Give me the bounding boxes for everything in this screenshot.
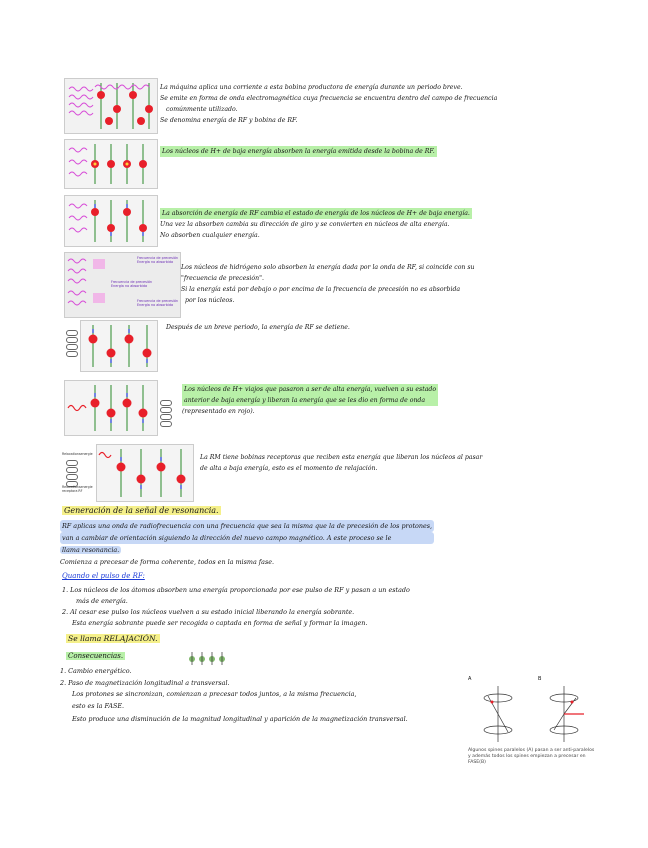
note-energy-release: Los núcleos de H+ viajos que pasaron a ser de alta energía, vuelven a su estado anterior de baja energía y liberan la energía que se les dio en forma de onda (representado en rojo). — [182, 386, 437, 415]
figure-relaxation — [96, 444, 194, 502]
freq-label-top: Frecuencia de precesión Energía no absorbida — [137, 256, 179, 264]
coil-icon — [160, 400, 172, 428]
note-rf-coil: La máquina aplica una corriente a esta bobina productora de energía durante un periodo breve. Se emite en forma de onda electromagnética cuya frecuencia se encuentra dentro del campo de frecuencia comúnmente utilizado. Se denomina energía de RF y bobina de RF. — [160, 84, 498, 124]
note-relaxation: La RM tiene bobinas receptoras que reciben esta energía que liberan los núcleos al pasar de alta a baja energía, esto es el momento de relajación. — [200, 454, 483, 472]
relaxation-label-bottom: Relaxationsenergie receptora RF — [62, 485, 93, 493]
freq-label-bottom: Frecuencia de precesión Energía no absorbida — [137, 299, 179, 307]
note-rf-stop: Después de un breve periodo, la energía de RF se detiene. — [166, 324, 350, 331]
freq-label-mid: Frecuencia de precesión Energía no absorbida — [111, 280, 153, 288]
relaxation-heading: Se llama RELAJACIÓN. — [68, 634, 158, 643]
coil-icon — [66, 330, 78, 358]
figure-rf-coil-1 — [64, 78, 158, 134]
consequences-list: 1. Cambio energético. 2. Paso de magnetización longitudinal a transversal. Los protones se sincronizan, comienzan a precesar todos juntos, a la misma frecuencia, esto es la FASE. Esto produce una disminución de la magnitud longitudinal y aparición de la magnetización transversal. — [60, 667, 408, 723]
note-absorption: Los núcleos de H+ de baja energía absorben la energía emitida desde la bobina de RF. — [162, 148, 435, 155]
note-energy-change: La absorción de energía de RF cambia el estado de energía de los núcleos de H+ de baja energía. Una vez la absorben cambia su dirección de giro y se convierten en núcleos de alta energía. No absorben cualquier energía. — [160, 210, 470, 239]
coil-icon — [66, 460, 78, 488]
figure-energy-change — [64, 195, 158, 247]
note-frequency: Los núcleos de hidrógeno solo absorben la energía dada por la onda de RF, si coincide con su "frecuencia de precesión". Si la energía está por debajo o por encima de la frecuencia de precesión no es absorbida por los núcleos. — [181, 264, 475, 304]
figure-rf-stop — [80, 320, 158, 372]
relaxation-label-top: Relaxationsenergie — [62, 452, 93, 456]
consequences-heading: Consecuencias. — [68, 652, 124, 660]
spin-diagram-caption: Algunos spines paralelos (A) pasan a ser anti-paralelos y además todos los spines empiezan a precesar en FASE(B) — [468, 748, 595, 765]
figure-frequency-panel — [64, 252, 181, 318]
figure-energy-release — [64, 380, 158, 436]
spin-label-a: A — [468, 676, 472, 682]
pulse-list: 1. Los núcleos de los átomos absorben una energía proporcionada por ese pulso de RF y pasan a un estado más de energía. 2. Al cesar ese pulso los núcleos vuelven a su estado inicial liberando la energía sobrante. Esta energía sobrante puede ser recogida o captada en forma de señal y formar la imagen. — [62, 586, 410, 627]
figure-absorption — [64, 139, 158, 189]
generation-paragraph: RF aplicas una onda de radiofrecuencia con una frecuencia que sea la misma que la de precesión de los protones, van a cambiar de orientación siguiendo la dirección del nuevo campo magnético. A este proceso se le llama resonancia. Comienza a precesar de forma coherente, todos en la misma fase. — [60, 522, 433, 566]
pulse-subheading: Quando el pulso de RF: — [62, 572, 145, 580]
spin-label-b: B — [538, 676, 542, 682]
generation-heading: Generación de la señal de resonancia. — [64, 506, 219, 515]
spin-diagram — [468, 676, 596, 746]
